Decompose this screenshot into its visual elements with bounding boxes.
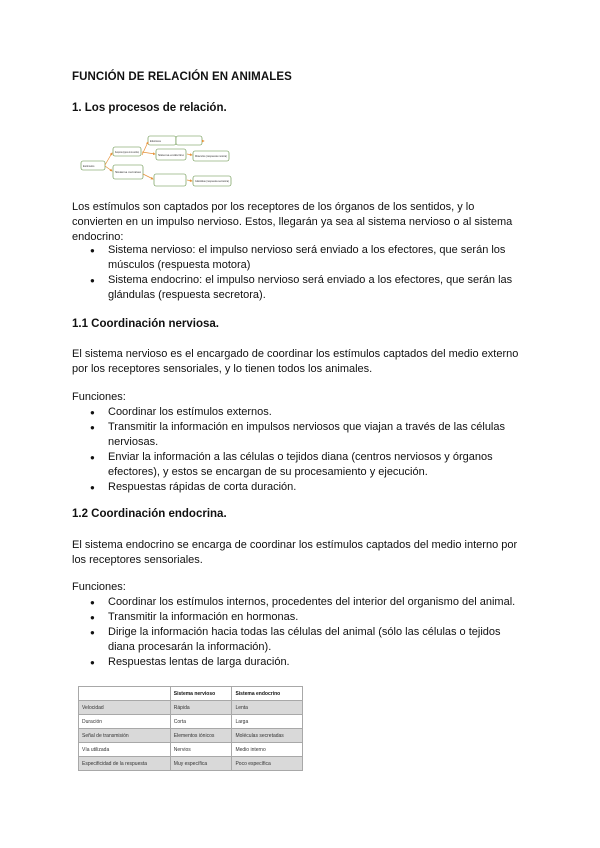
table-header-cell: Sistema endocrino (232, 687, 303, 701)
list-item: ● Coordinar los estímulos externos. (72, 405, 532, 420)
section-1-1-functions-label: Funciones: (72, 391, 126, 403)
table-row: Vía utilizada Nervios Medio interno (79, 743, 303, 757)
section-1-2-heading: 1.2 Coordinación endocrina. (72, 508, 227, 520)
diagram-arrow (187, 154, 192, 155)
list-item: ● Sistema endocrino: el impulso nervioso será enviado a los efectores, que serán las glándulas (respuesta secretora). (72, 273, 532, 303)
diagram-label-effector: Efectores (150, 140, 161, 143)
list-item: ● Transmitir la información en impulsos nerviosos que viajan a través de las células nerviosas. (72, 420, 532, 450)
section-1-1-heading: 1.1 Coordinación nerviosa. (72, 318, 219, 330)
diagram-label-endocrine: Sistema endocrino (158, 154, 180, 157)
table-header-cell (79, 687, 171, 701)
section-1-2-bullets (72, 595, 532, 670)
diagram-label-secretory: Glándulas (respuesta secretora) (195, 180, 233, 183)
diagram-arrow (105, 153, 112, 165)
diagram-box-top-right (176, 136, 202, 145)
list-item: ● Enviar la información a las células o tejidos diana (centros nerviosos y órganos efectores), y estos se encargan de su procesamiento y ejecución. (72, 450, 532, 480)
section-1-2-functions-label: Funciones: (72, 581, 126, 593)
list-item: ● Respuestas lentas de larga duración. (72, 655, 532, 670)
comparison-table (78, 686, 303, 771)
diagram-box-glands (154, 174, 186, 186)
list-item: ● Respuestas rápidas de corta duración. (72, 480, 532, 495)
diagram-label-receptor: Receptores (órganos de los sentidos) (115, 151, 159, 154)
list-item: ● Dirige la información hacia todas las células del animal (sólo las células o tejidos diana procesarán la información). (72, 625, 532, 655)
list-item: ● Coordinar los estímulos internos, procedentes del interior del organismo del animal. (72, 595, 532, 610)
diagram-label-nervous: Sistema nervioso (115, 171, 135, 174)
table-row: Velocidad Rápida Lenta (79, 701, 303, 715)
diagram-arrow (142, 152, 155, 154)
table-row: Especificidad de la respuesta Muy específica Poco específica (79, 757, 303, 771)
document-title: FUNCIÓN DE RELACIÓN EN ANIMALES (72, 71, 292, 83)
section-1-1-bullets (72, 405, 532, 495)
section-1-2-paragraph: El sistema endocrino se encarga de coordinar los estímulos captados del medio interno por los receptores sensoriales. (72, 539, 518, 566)
section-1-1-paragraph: El sistema nervioso es el encargado de coordinar los estímulos captados del medio externo por los receptores sensoriales, y lo tienen todos los animales. (72, 348, 519, 375)
table-row: Duración Corta Larga (79, 715, 303, 729)
list-item: ● Sistema nervioso: el impulso nervioso será enviado a los efectores, que serán los músculos (respuesta motora) (72, 243, 532, 273)
table-header-row (79, 687, 303, 701)
list-item: ● Transmitir la información en hormonas. (72, 610, 532, 625)
diagram-arrow (143, 174, 153, 179)
section-1-bullets (72, 243, 532, 303)
diagram-label-stimulus: Estímulos (83, 165, 95, 168)
diagram-label-motor: Músculos (respuesta motora) (195, 155, 229, 158)
table-header-cell: Sistema nervioso (170, 687, 232, 701)
section-1-intro: Los estímulos son captados por los receptores de los órganos de los sentidos, y lo convierten en un impulso nervioso. Estos, llegarán ya sea al sistema nervioso o al sistema endocrino: (72, 201, 513, 243)
diagram-arrow (105, 166, 112, 171)
relation-process-diagram (80, 132, 240, 192)
section-1-heading: 1. Los procesos de relación. (72, 102, 227, 114)
diagram-arrow (187, 180, 192, 181)
table-row: Señal de transmisión Elementos iónicos Moléculas secretadas (79, 729, 303, 743)
